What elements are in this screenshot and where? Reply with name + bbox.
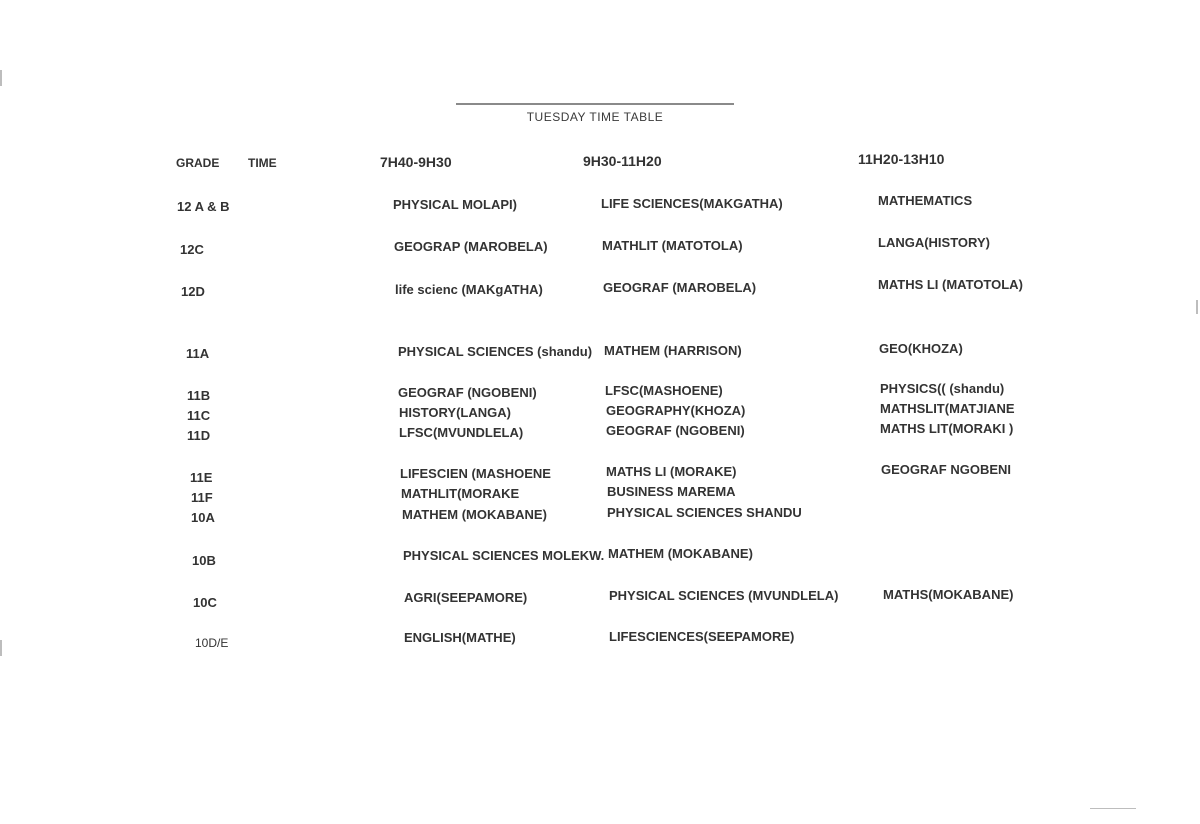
slot-cell: ENGLISH(MATHE) [404,630,516,645]
scan-mark [0,640,2,656]
slot-cell: MATHSLIT(MATJIANE [880,401,1015,416]
slot-header-1: 7H40-9H30 [380,154,452,170]
slot-cell: MATHS(MOKABANE) [883,587,1014,602]
slot-cell: AGRI(SEEPAMORE) [404,590,528,605]
slot-cell: life scienc (MAKgATHA) [395,282,543,297]
slot-cell: GEOGRAP (MAROBELA) [394,239,548,254]
slot-header-3: 11H20-13H10 [858,151,945,167]
slot-cell: MATHS LIT(MORAKI ) [880,421,1014,436]
slot-cell: MATHLIT(MORAKE [401,486,520,501]
slot-cell: PHYSICS(( (shandu) [880,381,1005,396]
slot-cell: LANGA(HISTORY) [878,235,990,250]
slot-cell: MATHS LI (MORAKE) [606,464,737,479]
slot-cell: LIFESCIENCES(SEEPAMORE) [609,629,795,644]
slot-cell: LFSC(MASHOENE) [605,383,723,398]
slot-header-2: 9H30-11H20 [583,153,662,169]
slot-cell: MATHEMATICS [878,193,973,208]
slot-cell: PHYSICAL SCIENCES SHANDU [607,505,802,520]
slot-cell: HISTORY(LANGA) [399,405,511,420]
slot-cell: MATHLIT (MATOTOLA) [602,238,743,253]
title-rule [456,103,734,105]
slot-cell: GEOGRAF (MAROBELA) [603,280,757,295]
grade-label: 11C [187,408,211,423]
grade-label: 11E [190,470,213,485]
page-title: TUESDAY TIME TABLE [526,110,664,124]
grade-label: 11F [191,490,213,505]
slot-cell: GEOGRAF NGOBENI [881,462,1012,477]
slot-cell: LFSC(MVUNDLELA) [399,425,524,440]
grade-label: 12 A & B [177,199,230,214]
slot-cell: LIFESCIEN (MASHOENE [400,466,551,481]
scan-mark [1090,808,1136,809]
grade-label: 12C [180,242,204,257]
grade-label: 11A [186,346,210,361]
scan-mark [0,70,2,86]
slot-cell: PHYSICAL SCIENCES (shandu) [398,344,593,359]
slot-cell: GEO(KHOZA) [879,341,963,356]
slot-cell: GEOGRAPHY(KHOZA) [606,403,746,418]
slot-cell: PHYSICAL SCIENCES MOLEKW. [403,548,605,563]
slot-cell: GEOGRAF (NGOBENI) [606,423,745,438]
grade-label: 10D/E [195,636,229,650]
grade-label: 10C [193,595,217,610]
grade-label: 12D [181,284,205,299]
slot-cell: LIFE SCIENCES(MAKGATHA) [601,196,783,211]
slot-cell: MATHEM (MOKABANE) [608,546,753,561]
grade-label: 10A [191,510,215,525]
grade-label: 11D [187,428,211,443]
grade-label: 10B [192,553,216,568]
slot-cell: MATHEM (HARRISON) [604,343,742,358]
scan-mark [1196,300,1198,314]
slot-cell: GEOGRAF (NGOBENI) [398,385,537,400]
slot-cell: MATHS LI (MATOTOLA) [878,277,1023,292]
slot-cell: BUSINESS MAREMA [607,484,736,499]
slot-cell: MATHEM (MOKABANE) [402,507,547,522]
grade-header: GRADE [176,156,220,170]
time-header: TIME [248,156,277,170]
slot-cell: PHYSICAL MOLAPI) [393,197,517,212]
slot-cell: PHYSICAL SCIENCES (MVUNDLELA) [609,588,839,603]
grade-label: 11B [187,388,211,403]
